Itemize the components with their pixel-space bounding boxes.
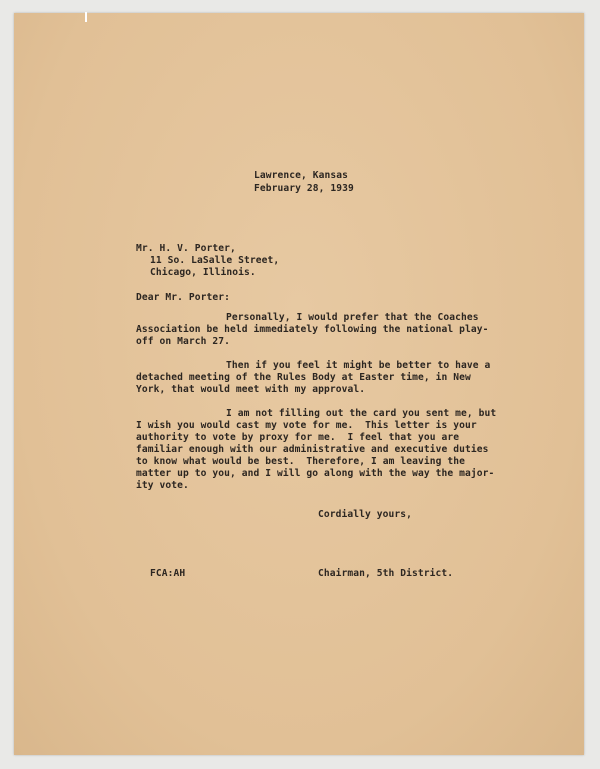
addressee-city: Chicago, Illinois. <box>150 267 256 278</box>
letter-place: Lawrence, Kansas <box>254 170 349 181</box>
paragraph-line: Personally, I would prefer that the Coaches <box>226 312 479 323</box>
paragraph-line: matter up to you, and I will go along with the way the major- <box>136 468 495 479</box>
letter-date: February 28, 1939 <box>254 183 354 194</box>
paper-mark <box>85 12 87 22</box>
paragraph-line: familiar enough with our administrative and executive duties <box>136 444 489 455</box>
paragraph-line: detached meeting of the Rules Body at Easter time, in New <box>136 372 471 383</box>
paragraph-line: off on March 27. <box>136 336 231 347</box>
paragraph-line: ity vote. <box>136 480 189 491</box>
salutation: Dear Mr. Porter: <box>136 292 231 303</box>
addressee-street: 11 So. LaSalle Street, <box>150 255 280 266</box>
paragraph-line: I wish you would cast my vote for me. This letter is your <box>136 420 477 431</box>
paragraph-line: I am not filling out the card you sent me, but <box>226 408 497 419</box>
typist-initials: FCA:AH <box>150 568 186 579</box>
paragraph-line: to know what would be best. Therefore, I am leaving the <box>136 456 466 467</box>
paragraph-line: authority to vote by proxy for me. I feel that you are <box>136 432 460 443</box>
paragraph-line: York, that would meet with my approval. <box>136 384 366 395</box>
paragraph-line: Then if you feel it might be better to have a <box>226 360 491 371</box>
addressee-name: Mr. H. V. Porter, <box>136 243 236 254</box>
paragraph-line: Association be held immediately following the national play- <box>136 324 489 335</box>
signature-title: Chairman, 5th District. <box>318 568 454 579</box>
letter-page <box>14 13 584 755</box>
closing: Cordially yours, <box>318 509 413 520</box>
